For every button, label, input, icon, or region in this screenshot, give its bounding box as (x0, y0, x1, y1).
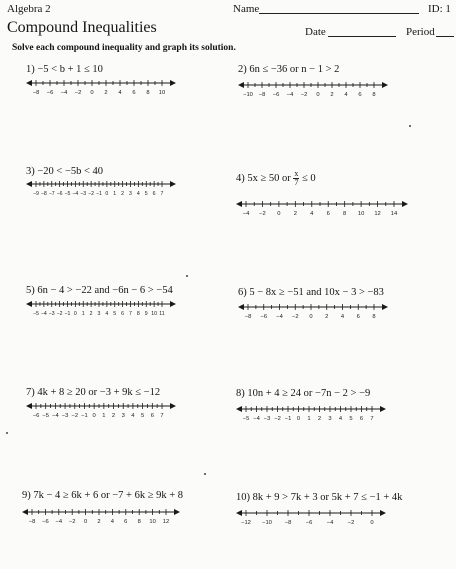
tick-label: −4 (60, 90, 68, 96)
problem-7 (26, 387, 236, 447)
left-arrow-icon (238, 304, 244, 310)
number-line[interactable] (26, 180, 176, 196)
tick-label: −3 (61, 413, 69, 419)
tick-label: 6 (124, 519, 128, 525)
problem-inequality: 6n ≤ −36 or n − 1 > 2 (249, 64, 340, 75)
problem-statement (236, 388, 370, 399)
tick-label: −6 (305, 520, 313, 526)
period-label: Period (406, 26, 435, 38)
tick-label: 11 (159, 311, 165, 317)
tick-label: −12 (241, 520, 251, 526)
tick-label: 0 (90, 90, 94, 96)
number-line[interactable] (238, 81, 388, 97)
problem-number: 6) (238, 287, 247, 298)
problem-number: 3) (26, 166, 35, 177)
tick-label: 4 (344, 92, 348, 98)
tick-label: 4 (110, 519, 115, 525)
problem-statement (26, 166, 103, 177)
tick-label: 7 (160, 413, 164, 419)
tick-label: 4 (340, 314, 345, 320)
left-arrow-icon (26, 80, 32, 86)
problem-number: 7) (26, 387, 35, 398)
course-label: Algebra 2 (7, 3, 51, 15)
id-label: ID: 1 (428, 3, 451, 15)
tick-label: −4 (286, 92, 294, 98)
problem-5 (26, 285, 236, 345)
tick-label: 0 (309, 314, 313, 320)
tick-label: 12 (162, 519, 170, 525)
problem-4 (236, 170, 446, 230)
tick-label: 9 (144, 311, 148, 317)
tick-label: −3 (48, 311, 55, 317)
left-arrow-icon (26, 403, 32, 409)
number-line[interactable] (26, 79, 176, 95)
tick-label: 6 (152, 191, 156, 197)
tick-label: −2 (68, 519, 76, 525)
tick-label: 8 (343, 211, 347, 217)
tick-label: −4 (253, 416, 260, 422)
problem-statement (22, 490, 183, 501)
number-line[interactable] (236, 405, 386, 421)
tick-label: −6 (46, 90, 54, 96)
scan-speck (409, 125, 411, 127)
tick-label: −2 (71, 413, 79, 419)
name-label: Name (233, 3, 260, 15)
problem-number: 10) (236, 492, 250, 503)
tick-label: −2 (74, 90, 82, 96)
tick-label: 0 (370, 520, 374, 526)
tick-label: 0 (316, 92, 320, 98)
worksheet-title: Compound Inequalities (7, 19, 157, 36)
number-line[interactable] (26, 300, 176, 316)
tick-label: 10 (357, 211, 365, 217)
tick-label: 10 (149, 519, 156, 525)
tick-label: 2 (104, 90, 108, 96)
tick-label: 1 (307, 416, 311, 422)
tick-label: 2 (121, 191, 125, 197)
problem-number: 2) (238, 64, 247, 75)
tick-label: 0 (277, 211, 281, 217)
number-line[interactable] (22, 508, 180, 524)
tick-label: 0 (73, 311, 77, 317)
problem-statement (236, 492, 402, 503)
tick-label: 4 (118, 90, 122, 96)
problem-statement (26, 285, 173, 296)
tick-label: −7 (48, 191, 55, 197)
tick-label: −4 (72, 191, 79, 197)
left-arrow-icon (236, 510, 242, 516)
right-arrow-icon (170, 181, 176, 187)
tick-label: −4 (55, 519, 63, 525)
tick-label: −1 (284, 416, 292, 422)
problem-2 (238, 64, 448, 124)
tick-label: 2 (293, 211, 297, 217)
tick-label: −8 (284, 520, 292, 526)
right-arrow-icon (380, 510, 386, 516)
tick-label: 14 (390, 211, 398, 217)
scan-speck (186, 275, 188, 277)
tick-label: −6 (42, 519, 49, 525)
problem-statement (238, 287, 384, 298)
tick-label: 6 (121, 311, 125, 317)
number-line[interactable] (236, 509, 386, 525)
right-arrow-icon (382, 82, 388, 88)
problem-inequality: 6n − 4 > −22 and −6n − 6 > −54 (37, 285, 173, 296)
problem-inequality: −5 < b + 1 ≤ 10 (37, 64, 103, 75)
tick-label: 2 (111, 413, 116, 419)
right-arrow-icon (382, 304, 388, 310)
left-arrow-icon (236, 406, 242, 412)
left-arrow-icon (22, 509, 28, 515)
right-arrow-icon (170, 80, 176, 86)
tick-label: −6 (260, 314, 268, 320)
tick-label: 8 (372, 314, 376, 320)
tick-label: −5 (64, 191, 71, 197)
tick-label: 3 (129, 191, 132, 197)
problem-statement (236, 170, 316, 187)
name-field[interactable] (259, 13, 419, 14)
tick-label: −8 (32, 90, 40, 96)
problem-inequality-part: 5x ≥ 50 or (247, 172, 294, 184)
right-arrow-icon (174, 509, 180, 515)
problem-6 (238, 287, 448, 347)
instructions: Solve each compound inequality and graph its solution. (12, 43, 236, 53)
tick-label: 8 (372, 92, 376, 98)
problem-statement (26, 387, 160, 398)
tick-label: −1 (81, 413, 88, 419)
problem-number: 1) (26, 64, 35, 75)
left-arrow-icon (26, 301, 32, 307)
tick-label: 8 (146, 90, 150, 96)
tick-label: 3 (97, 311, 101, 317)
tick-label: 6 (358, 92, 362, 98)
problem-number: 9) (22, 490, 31, 501)
tick-label: −5 (242, 416, 250, 422)
tick-label: −5 (33, 311, 39, 317)
tick-label: 6 (359, 416, 364, 422)
tick-label: 2 (89, 311, 93, 317)
tick-label: 3 (121, 413, 125, 419)
tick-label: −5 (42, 413, 49, 419)
problem-3 (26, 166, 236, 226)
right-arrow-icon (170, 301, 176, 307)
tick-label: 2 (317, 416, 322, 422)
tick-label: 2 (330, 92, 334, 98)
fraction-numerator: x (294, 169, 299, 178)
tick-label: 10 (151, 311, 158, 317)
tick-label: 8 (137, 519, 141, 525)
tick-label: −3 (80, 191, 87, 197)
tick-label: −2 (347, 520, 355, 526)
tick-label: 7 (160, 191, 164, 197)
problem-statement (238, 64, 339, 75)
tick-label: −1 (96, 191, 102, 197)
tick-label: 4 (338, 416, 343, 422)
problem-9 (22, 490, 232, 550)
tick-label: 4 (131, 413, 135, 419)
tick-label: −2 (291, 314, 299, 320)
tick-label: 5 (113, 311, 117, 317)
period-field[interactable] (436, 36, 454, 37)
tick-label: −8 (258, 92, 266, 98)
left-arrow-icon (26, 181, 32, 187)
tick-label: 6 (132, 90, 136, 96)
tick-label: 4 (136, 191, 140, 197)
number-line[interactable] (26, 402, 176, 418)
problem-inequality: 10n + 4 ≥ 24 or −7n − 2 > −9 (247, 388, 371, 399)
tick-label: −2 (88, 191, 95, 197)
tick-label: 7 (370, 416, 374, 422)
tick-label: 1 (102, 413, 106, 419)
tick-label: −4 (326, 520, 334, 526)
tick-label: 2 (325, 314, 329, 320)
tick-label: 0 (83, 519, 88, 525)
problem-number: 8) (236, 388, 245, 399)
tick-label: −8 (40, 191, 47, 197)
problem-10 (236, 492, 446, 552)
number-line[interactable] (236, 200, 408, 216)
tick-label: 4 (105, 311, 109, 317)
tick-label: 6 (326, 211, 330, 217)
tick-label: −6 (32, 413, 40, 419)
problem-8 (236, 388, 446, 448)
tick-label: 1 (81, 311, 85, 317)
problem-number: 5) (26, 285, 35, 296)
problem-inequality: −20 < −5b < 40 (37, 166, 104, 177)
number-line[interactable] (238, 303, 388, 319)
tick-label: −2 (259, 211, 266, 217)
tick-label: −2 (56, 311, 63, 317)
tick-label: −9 (33, 191, 39, 197)
tick-label: −4 (242, 211, 250, 217)
tick-label: 2 (97, 519, 101, 525)
left-arrow-icon (238, 82, 244, 88)
right-arrow-icon (402, 201, 408, 207)
tick-label: −6 (56, 191, 63, 197)
tick-label: 8 (136, 311, 140, 317)
tick-label: −6 (272, 92, 280, 98)
date-field[interactable] (328, 36, 396, 37)
tick-label: 1 (113, 191, 117, 197)
tick-label: 12 (374, 211, 381, 217)
tick-label: −8 (244, 314, 252, 320)
scan-speck (6, 432, 8, 434)
tick-label: −10 (262, 520, 272, 526)
problem-number: 4) (236, 172, 245, 184)
tick-label: 4 (310, 211, 314, 217)
tick-label: −8 (28, 519, 36, 525)
tick-label: 5 (140, 413, 145, 419)
tick-label: 0 (92, 413, 96, 419)
fraction-denominator: 7 (294, 178, 299, 187)
tick-label: −4 (40, 311, 47, 317)
tick-label: 6 (356, 314, 360, 320)
tick-label: 5 (349, 416, 353, 422)
tick-label: 10 (158, 90, 166, 96)
tick-label: −4 (276, 314, 283, 320)
tick-label: −10 (243, 92, 253, 98)
right-arrow-icon (380, 406, 386, 412)
tick-label: −3 (263, 416, 271, 422)
left-arrow-icon (236, 201, 242, 207)
problem-inequality: 8k + 9 > 7k + 3 or 5k + 7 ≤ −1 + 4k (252, 492, 403, 503)
problem-inequality: 5 − 8x ≥ −51 and 10x − 3 > −83 (249, 287, 384, 298)
problem-inequality: 7k − 4 ≥ 6k + 6 or −7 + 6k ≥ 9k + 8 (33, 490, 184, 501)
problem-1 (26, 64, 236, 124)
tick-label: −2 (274, 416, 281, 422)
tick-label: 0 (105, 191, 109, 197)
tick-label: 6 (150, 413, 154, 419)
tick-label: −4 (52, 413, 59, 419)
tick-label: −2 (300, 92, 308, 98)
tick-label: 7 (129, 311, 132, 317)
problem-inequality-part: ≤ 0 (299, 172, 316, 184)
right-arrow-icon (170, 403, 176, 409)
tick-label: 0 (296, 416, 301, 422)
problem-statement (26, 64, 103, 75)
tick-label: 3 (328, 416, 332, 422)
date-label: Date (305, 26, 326, 38)
tick-label: −1 (64, 311, 71, 317)
scan-speck (204, 473, 206, 475)
problem-inequality: 4k + 8 ≥ 20 or −3 + 9k ≤ −12 (37, 387, 161, 398)
tick-label: 5 (144, 191, 148, 197)
